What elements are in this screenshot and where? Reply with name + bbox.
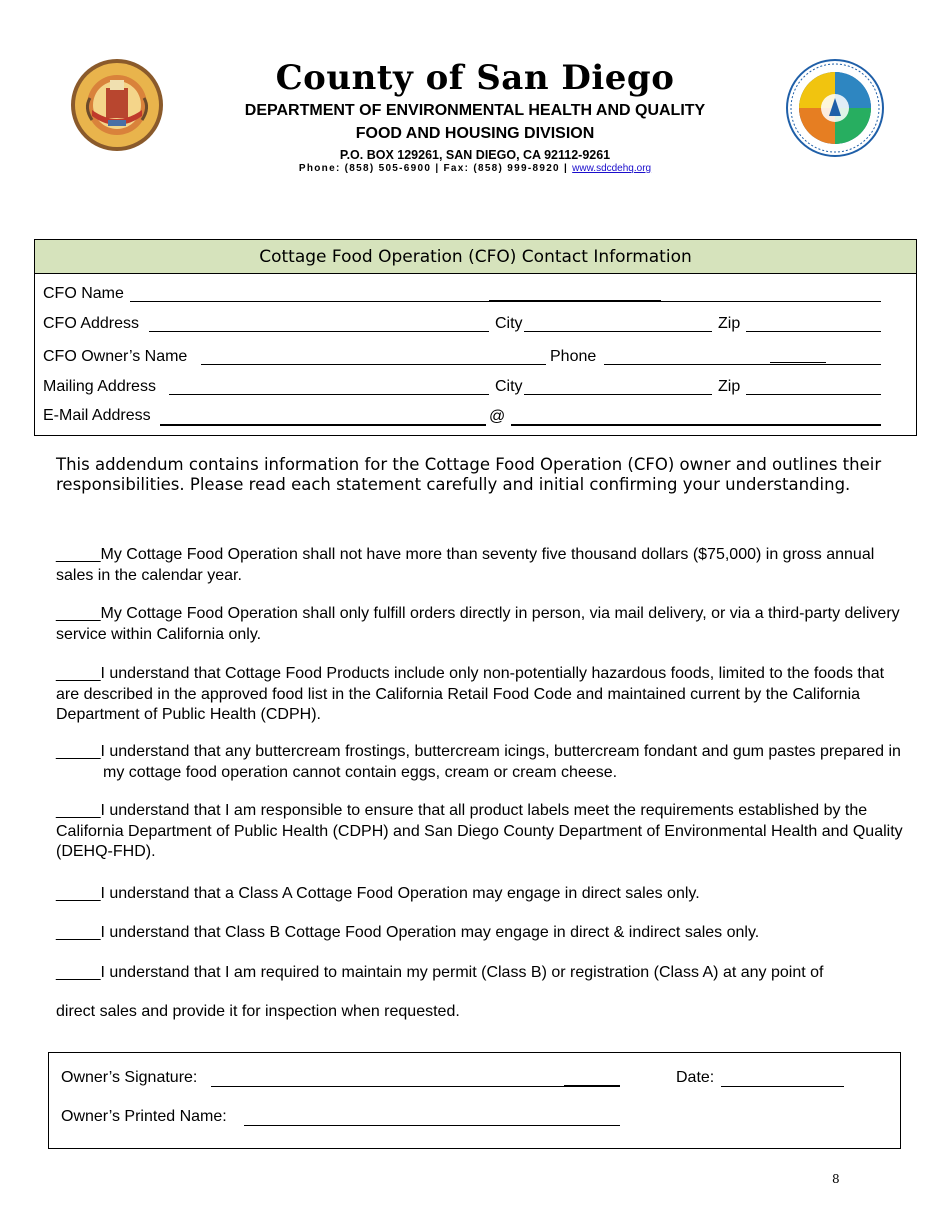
mailing-zip-label: Zip (718, 378, 741, 395)
phone-field[interactable] (604, 364, 881, 365)
phone-label: Phone (550, 348, 597, 365)
zip-label: Zip (718, 315, 741, 332)
mailing-city-field[interactable] (524, 394, 712, 395)
signature-box (48, 1052, 901, 1149)
cfo-zip-field[interactable] (746, 331, 881, 332)
printed-name-label: Owner’s Printed Name: (61, 1108, 227, 1125)
contact-heading: Cottage Food Operation (CFO) Contact Information (35, 240, 916, 274)
mailing-address-label: Mailing Address (43, 378, 156, 395)
statement-permit-line-1: _____I understand that I am required to maintain my permit (Class B) or registration (Class A) at any point of (56, 964, 824, 981)
email-label: E-Mail Address (43, 407, 151, 424)
owner-name-field[interactable] (201, 364, 546, 365)
cfo-city-field[interactable] (524, 331, 712, 332)
intro-paragraph: This addendum contains information for the Cottage Food Operation (CFO) owner and outlines their responsibilities. Please read each statement carefully and initial confirming your understanding. (56, 455, 882, 494)
statement-class-a: _____I understand that a Class A Cottage Food Operation may engage in direct sales only. (56, 885, 700, 902)
owner-name-label: CFO Owner’s Name (43, 348, 188, 365)
mailing-address: P.O. BOX 129261, SAN DIEGO, CA 92112-9261 (339, 148, 611, 162)
email-domain-field[interactable] (511, 424, 881, 426)
phone-fax: Phone: (858) 505-6900 | Fax: (858) 999-8920 | (298, 163, 573, 174)
page-number: 8 (832, 1172, 840, 1186)
statement-order-fulfillment: _____My Cottage Food Operation shall only fulfill orders directly in person, via mail delivery, or via a third-party delivery service within California only. (56, 605, 900, 643)
contact-line (0, 163, 950, 174)
website-link[interactable]: www.sdcdehq.org (572, 163, 652, 174)
signature-label: Owner’s Signature: (61, 1069, 198, 1086)
email-user-field[interactable] (160, 424, 486, 426)
department-name: DEPARTMENT OF ENVIRONMENTAL HEALTH AND QUALITY (244, 102, 706, 119)
email-at-sign: @ (489, 408, 506, 425)
statement-class-b: _____I understand that Class B Cottage Food Operation may engage in direct & indirect sales only. (56, 924, 760, 941)
statement-permit-line-2: direct sales and provide it for inspection when requested. (56, 1003, 460, 1020)
county-title: County of San Diego (275, 58, 675, 98)
cfo-address-label: CFO Address (43, 315, 140, 332)
statement-approved-foods: _____I understand that Cottage Food Products include only non-potentially hazardous foods, limited to the foods that are described in the approved food list in the California Retail Food Code and maintained current by the California Department of Public Health (CDPH). (56, 665, 885, 723)
division-name: FOOD AND HOUSING DIVISION (355, 125, 595, 142)
phone-underline-extra (770, 362, 826, 363)
dehq-logo (785, 58, 885, 158)
date-field[interactable] (721, 1086, 844, 1087)
statement-gross-sales: _____My Cottage Food Operation shall not have more than seventy five thousand dollars ($75,000) in gross annual sales in the calendar year. (56, 546, 875, 584)
cfo-address-field[interactable] (149, 331, 489, 332)
statement-product-labels: _____I understand that I am responsible to ensure that all product labels meet the requirements established by the California Department of Public Health (CDPH) and San Diego County Department of Environmental Health and Quality (DEHQ-FHD). (56, 802, 903, 860)
printed-name-field[interactable] (244, 1125, 620, 1126)
mailing-city-label: City (495, 378, 523, 395)
mailing-zip-field[interactable] (746, 394, 881, 395)
cfo-name-field[interactable] (130, 301, 881, 302)
signature-field[interactable] (211, 1086, 620, 1087)
statement-buttercream: _____I understand that any buttercream frostings, buttercream icings, buttercream fondant and gum pastes prepared in my cottage food operation cannot contain eggs, cream or cream cheese. (56, 743, 901, 781)
city-label: City (495, 315, 523, 332)
mailing-address-field[interactable] (169, 394, 489, 395)
contact-information-box (34, 239, 917, 436)
signature-underline-extra (564, 1085, 620, 1086)
cfo-name-label: CFO Name (43, 285, 124, 302)
date-label: Date: (676, 1069, 715, 1086)
cfo-name-underline-extra (489, 300, 661, 301)
